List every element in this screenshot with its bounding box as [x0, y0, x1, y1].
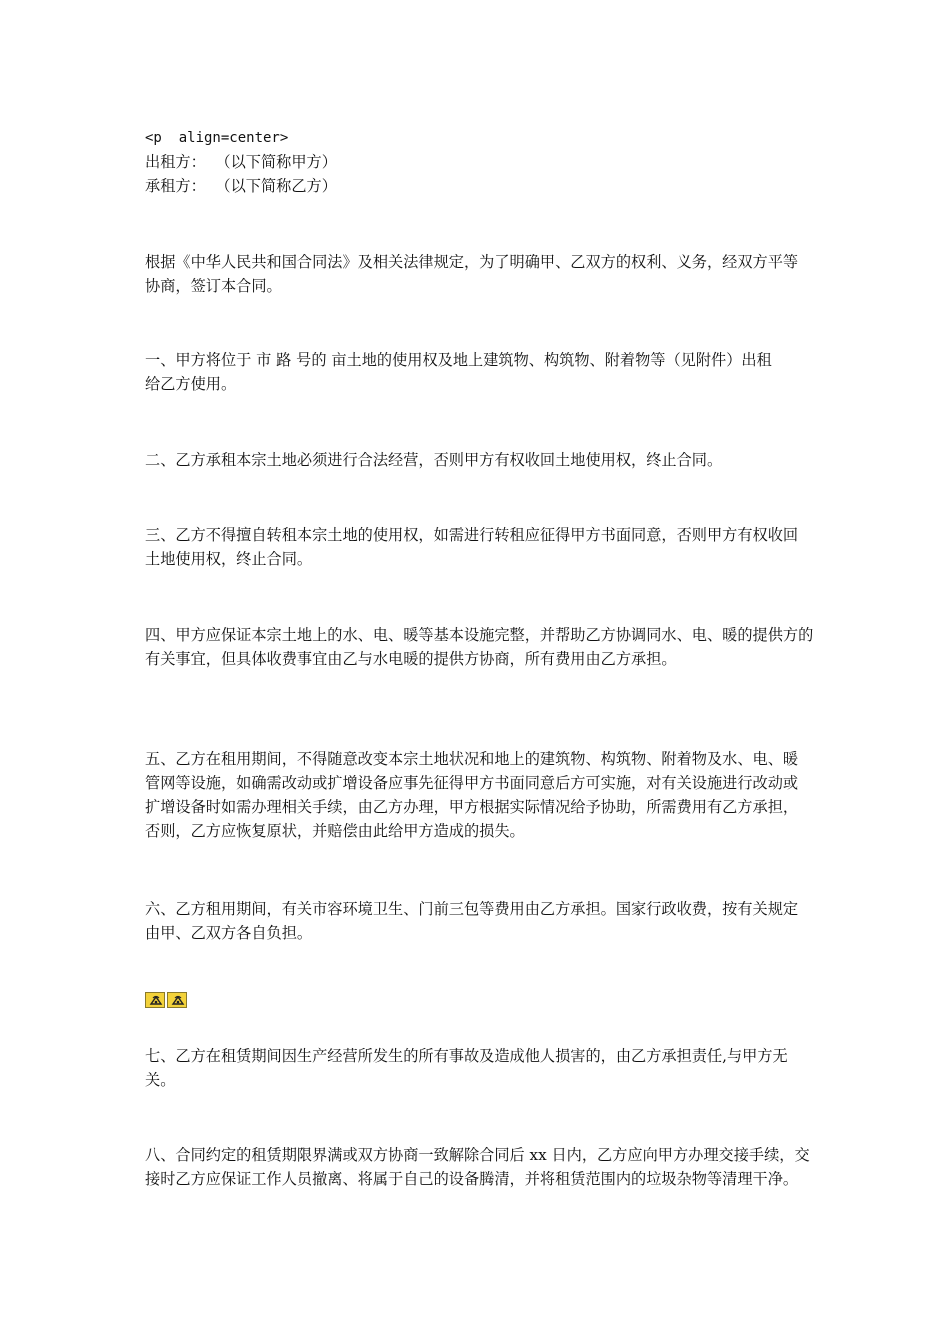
clause-3: 三、乙方不得擅自转租本宗土地的使用权，如需进行转租应征得甲方书面同意，否则甲方有权收回土地使用权，终止合同。	[145, 526, 799, 568]
lessee-line: 承租方： （以下简称乙方）	[145, 177, 337, 195]
intro-paragraph: 根据《中华人民共和国合同法》及相关法律规定，为了明确甲、乙双方的权利、义务，经双方平等协商，签订本合同。	[145, 253, 799, 295]
clause-7: 七、乙方在租赁期间因生产经营所发生的所有事故及造成他人损害的，由乙方承担责任,与甲方无关。	[145, 1047, 788, 1089]
clause-6: 六、乙方租用期间，有关市容环境卫生、门前三包等费用由乙方承担。国家行政收费，按有关规定由甲、乙双方各自负担。	[145, 900, 799, 942]
clause-5: 五、乙方在租用期间，不得随意改变本宗土地状况和地上的建筑物、构筑物、附着物及水、电、暖管网等设施，如确需改动或扩增设备应事先征得甲方书面同意后方可实施，对有关设施进行改动或扩增设备时如需办理相关手续，由乙方办理，甲方根据实际情况给予协助，所需费用有乙方承担，否则，乙方应恢复原状，并赔偿由此给甲方造成的损失。	[145, 750, 799, 840]
clause-4: 四、甲方应保证本宗土地上的水、电、暖等基本设施完整，并帮助乙方协调同水、电、暖的提供方的有关事宜，但具体收费事宜由乙与水电暖的提供方协商，所有费用由乙方承担。	[145, 626, 814, 668]
clause-2: 二、乙方承租本宗土地必须进行合法经营，否则甲方有权收回土地使用权，终止合同。	[145, 451, 723, 469]
lessor-line: 出租方： （以下简称甲方）	[145, 153, 337, 171]
placeholder-image-icon	[167, 992, 187, 1008]
placeholder-image-icon	[145, 992, 165, 1008]
embedded-image-placeholders	[145, 990, 187, 1010]
html-tag-line: <p align=center>	[145, 130, 289, 146]
clause-1: 一、甲方将位于 市 路 号的 亩土地的使用权及地上建筑物、构筑物、附着物等（见附件）出租给乙方使用。	[145, 351, 772, 393]
clause-8: 八、合同约定的租赁期限界满或双方协商一致解除合同后 xx 日内，乙方应向甲方办理交接手续，交接时乙方应保证工作人员撤离、将属于自己的设备腾清，并将租赁范围内的垃圾杂物等清理干净。	[145, 1146, 810, 1188]
